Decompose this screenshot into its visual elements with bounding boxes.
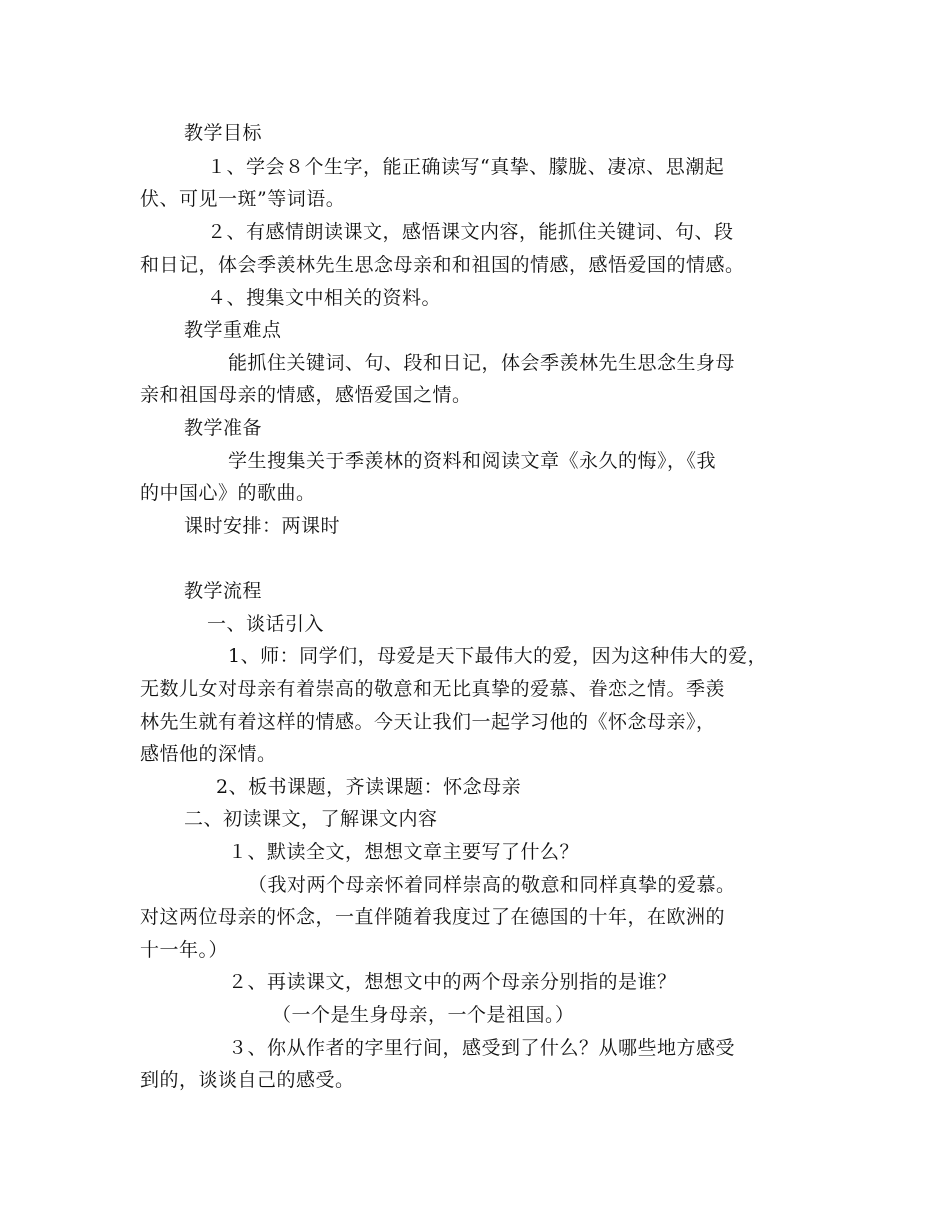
- heading-key-difficulties: 教学重难点: [184, 319, 282, 341]
- section-2-item-3-line-1: ３、你从作者的字里行间，感受到了什么？从哪些地方感受: [228, 1037, 736, 1059]
- heading-preparation: 教学准备: [184, 417, 263, 439]
- goal-1-line-2: 伏、可见一斑”等词语。: [140, 188, 346, 210]
- preparation-line-2: 的中国心》的歌曲。: [140, 482, 316, 504]
- preparation-line-1: 学生搜集关于季羡林的资料和阅读文章《永久的悔》，《我: [228, 450, 717, 472]
- goal-2-line-2: 和日记，体会季羡林先生思念母亲和和祖国的情感，感悟爱国的情感。: [140, 254, 745, 276]
- section-1-item-1-line-1: 1、师：同学们，母爱是天下最伟大的爱，因为这种伟大的爱，: [228, 645, 768, 667]
- section-2-answer-1-line-3: 十一年。）: [140, 939, 229, 961]
- section-2-answer-1-line-1: （我对两个母亲怀着同样崇高的敬意和同样真挚的爱慕。: [248, 874, 736, 896]
- section-2-item-3-line-2: 到的，谈谈自己的感受。: [140, 1069, 355, 1091]
- goal-1-line-1: １、学会８个生字，能正确读写“真挚、朦胧、凄凉、思潮起: [207, 156, 725, 178]
- goal-2-line-1: ２、有感情朗读课文，感悟课文内容，能抓住关键词、句、段: [207, 221, 734, 243]
- heading-teaching-goals: 教学目标: [184, 122, 263, 144]
- section-2-answer-1-line-2: 对这两位母亲的怀念，一直伴随着我度过了在德国的十年，在欧洲的: [140, 906, 726, 928]
- heading-teaching-process: 教学流程: [184, 580, 263, 602]
- section-1-item-2: 2、板书课题，齐读课题：怀念母亲: [216, 776, 522, 798]
- key-difficulty-line-2: 亲和祖国母亲的情感，感悟爱国之情。: [140, 384, 472, 406]
- class-schedule: 课时安排：两课时: [184, 515, 341, 537]
- section-1-item-1-line-4: 感悟他的深情。: [140, 743, 277, 765]
- section-1-item-1-line-3: 林先生就有着这样的情感。今天让我们一起学习他的《怀念母亲》，: [140, 711, 716, 733]
- section-2-item-2: ２、再读课文，想想文中的两个母亲分别指的是谁？: [228, 971, 677, 993]
- section-1-title: 一、谈话引入: [207, 613, 325, 635]
- section-1-item-1-line-2: 无数儿女对母亲有着崇高的敬意和无比真挚的爱慕、眷恋之情。季羡: [140, 678, 726, 700]
- section-2-item-1: １、默读全文，想想文章主要写了什么？: [228, 841, 580, 863]
- section-2-answer-2: （一个是生身母亲，一个是祖国。）: [272, 1004, 575, 1026]
- goal-4-line: ４、搜集文中相关的资料。: [207, 287, 442, 309]
- section-2-title: 二、初读课文，了解课文内容: [184, 808, 438, 830]
- key-difficulty-line-1: 能抓住关键词、句、段和日记，体会季羡林先生思念生身母: [228, 352, 736, 374]
